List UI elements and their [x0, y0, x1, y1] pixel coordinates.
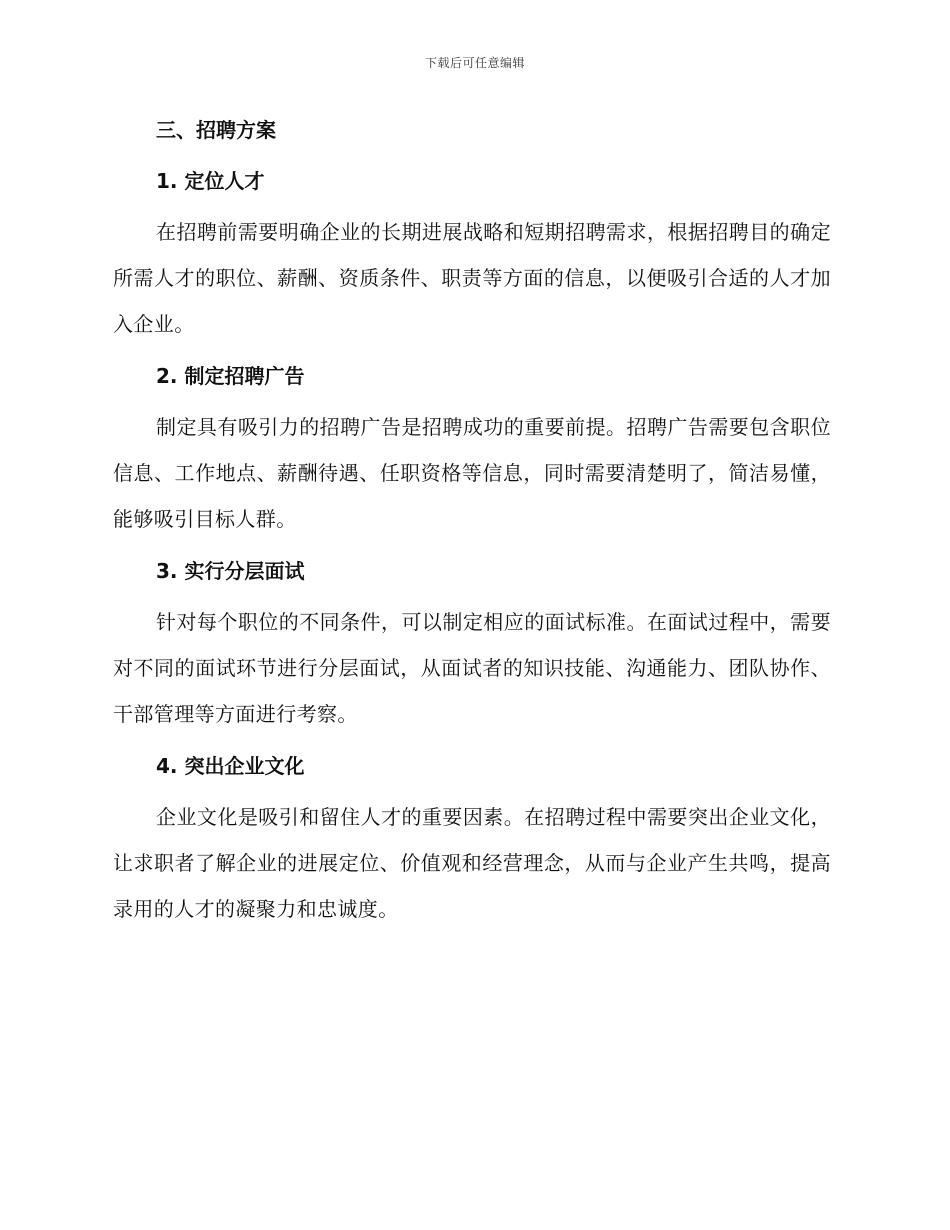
- page-header: 下载后可任意编辑: [424, 56, 525, 70]
- item-heading-2: 2. 制定招聘广告: [156, 364, 305, 388]
- item-paragraph-1: 在招聘前需要明确企业的长期进展战略和短期招聘需求，根据招聘目的确定所需人才的职位、薪酬、资质条件、职责等方面的信息，以便吸引合适的人才加入企业。: [113, 220, 831, 336]
- item-paragraph-2: 制定具有吸引力的招聘广告是招聘成功的重要前提。招聘广告需要包含职位信息、工作地点、薪酬待遇、任职资格等信息，同时需要清楚明了，简洁易懂，能够吸引目标人群。: [113, 415, 831, 531]
- item-heading-1: 1. 定位人才: [156, 169, 265, 193]
- item-paragraph-4: 企业文化是吸引和留住人才的重要因素。在招聘过程中需要突出企业文化，让求职者了解企业的进展定位、价值观和经营理念，从而与企业产生共鸣，提高录用的人才的凝聚力和忠诚度。: [113, 805, 831, 921]
- item-heading-3: 3. 实行分层面试: [156, 559, 305, 583]
- item-paragraph-3: 针对每个职位的不同条件，可以制定相应的面试标准。在面试过程中，需要对不同的面试环节进行分层面试，从面试者的知识技能、沟通能力、团队协作、干部管理等方面进行考察。: [113, 610, 831, 726]
- item-heading-4: 4. 突出企业文化: [156, 754, 305, 778]
- section-title: 三、招聘方案: [156, 118, 276, 142]
- document-body: [113, 108, 831, 932]
